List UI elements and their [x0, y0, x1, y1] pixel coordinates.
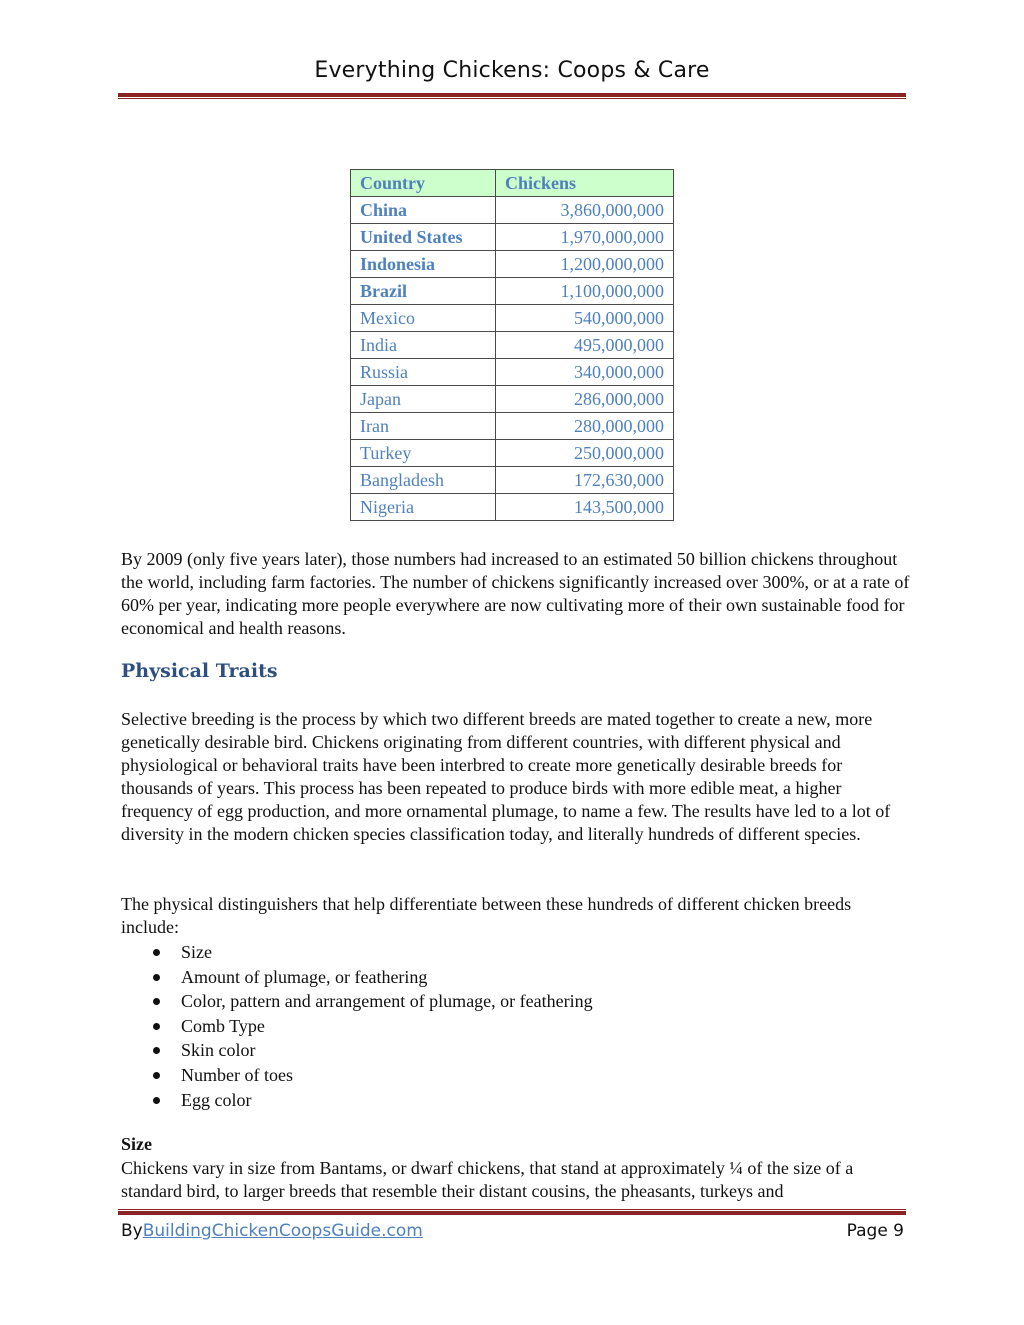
chickens-cell: 340,000,000	[496, 359, 674, 386]
table-row	[351, 359, 674, 386]
list-item: Number of toes	[121, 1063, 593, 1088]
chickens-cell: 1,100,000,000	[496, 278, 674, 305]
footer-by-label: By	[121, 1221, 143, 1241]
table-row	[351, 251, 674, 278]
country-cell: Turkey	[351, 440, 496, 467]
header-rule	[118, 93, 906, 99]
list-item: Egg color	[121, 1088, 593, 1113]
footer-website-link[interactable]: BuildingChickenCoopsGuide.com	[142, 1221, 423, 1241]
country-cell: Mexico	[351, 305, 496, 332]
country-cell: Russia	[351, 359, 496, 386]
chickens-cell: 286,000,000	[496, 386, 674, 413]
table-row	[351, 467, 674, 494]
chickens-by-country-table	[350, 169, 674, 521]
table-row	[351, 440, 674, 467]
country-cell: India	[351, 332, 496, 359]
chickens-cell: 143,500,000	[496, 494, 674, 521]
country-cell: Nigeria	[351, 494, 496, 521]
country-cell: Brazil	[351, 278, 496, 305]
list-item: Color, pattern and arrangement of plumage, or feathering	[121, 989, 593, 1014]
paragraph-size: Chickens vary in size from Bantams, or dwarf chickens, that stand at approximately ¼ of the size of a standard bird, to larger breeds that resemble their distant cousins, the pheasants, turkeys and	[121, 1158, 854, 1201]
chickens-cell: 280,000,000	[496, 413, 674, 440]
table-row	[351, 494, 674, 521]
table-row	[351, 224, 674, 251]
heading-size: Size	[121, 1134, 152, 1154]
heading-physical-traits: Physical Traits	[121, 660, 278, 682]
column-header-chickens: Chickens	[496, 170, 674, 197]
chickens-cell: 1,970,000,000	[496, 224, 674, 251]
traits-list	[121, 940, 593, 1112]
table-body	[351, 197, 674, 521]
list-item: Amount of plumage, or feathering	[121, 965, 593, 990]
page-number: Page 9	[846, 1221, 904, 1241]
table-row	[351, 305, 674, 332]
column-header-country: Country	[351, 170, 496, 197]
table-row	[351, 278, 674, 305]
footer-credit	[121, 1221, 423, 1241]
list-item: Comb Type	[121, 1014, 593, 1039]
country-cell: United States	[351, 224, 496, 251]
chickens-cell: 3,860,000,000	[496, 197, 674, 224]
table-row	[351, 386, 674, 413]
chickens-cell: 250,000,000	[496, 440, 674, 467]
paragraph-distinguishers: The physical distinguishers that help differentiate between these hundreds of different chicken breeds include:	[121, 894, 852, 937]
country-cell: Indonesia	[351, 251, 496, 278]
chickens-cell: 1,200,000,000	[496, 251, 674, 278]
list-item: Skin color	[121, 1038, 593, 1063]
chickens-cell: 172,630,000	[496, 467, 674, 494]
table-row	[351, 413, 674, 440]
country-cell: Iran	[351, 413, 496, 440]
table-row	[351, 332, 674, 359]
table-row	[351, 197, 674, 224]
list-item: Size	[121, 940, 593, 965]
chickens-cell: 540,000,000	[496, 305, 674, 332]
country-cell: China	[351, 197, 496, 224]
chickens-cell: 495,000,000	[496, 332, 674, 359]
paragraph-intro: By 2009 (only five years later), those numbers had increased to an estimated 50 billion chickens throughout the world, including farm factories. The number of chickens significantly increased over 300%, or at a rate of 60% per year, indicating more people everywhere are now cultivating more of their own sustainable food for economical and health reasons.	[121, 549, 910, 638]
footer-rule	[118, 1209, 906, 1215]
paragraph-selective-breeding: Selective breeding is the process by which two different breeds are mated together to create a new, more genetically desirable bird. Chickens originating from different countries, with different physical and physiological or behavioral traits have been interbred to create more genetically desirable breeds for thousands of years. This process has been repeated to produce birds with more edible meat, a higher frequency of egg production, and more ornamental plumage, to name a few. The results have led to a lot of diversity in the modern chicken species classification today, and literally hundreds of different species.	[121, 709, 891, 844]
table-header-row	[351, 170, 674, 197]
country-cell: Japan	[351, 386, 496, 413]
country-cell: Bangladesh	[351, 467, 496, 494]
page-header-title: Everything Chickens: Coops & Care	[314, 58, 710, 83]
